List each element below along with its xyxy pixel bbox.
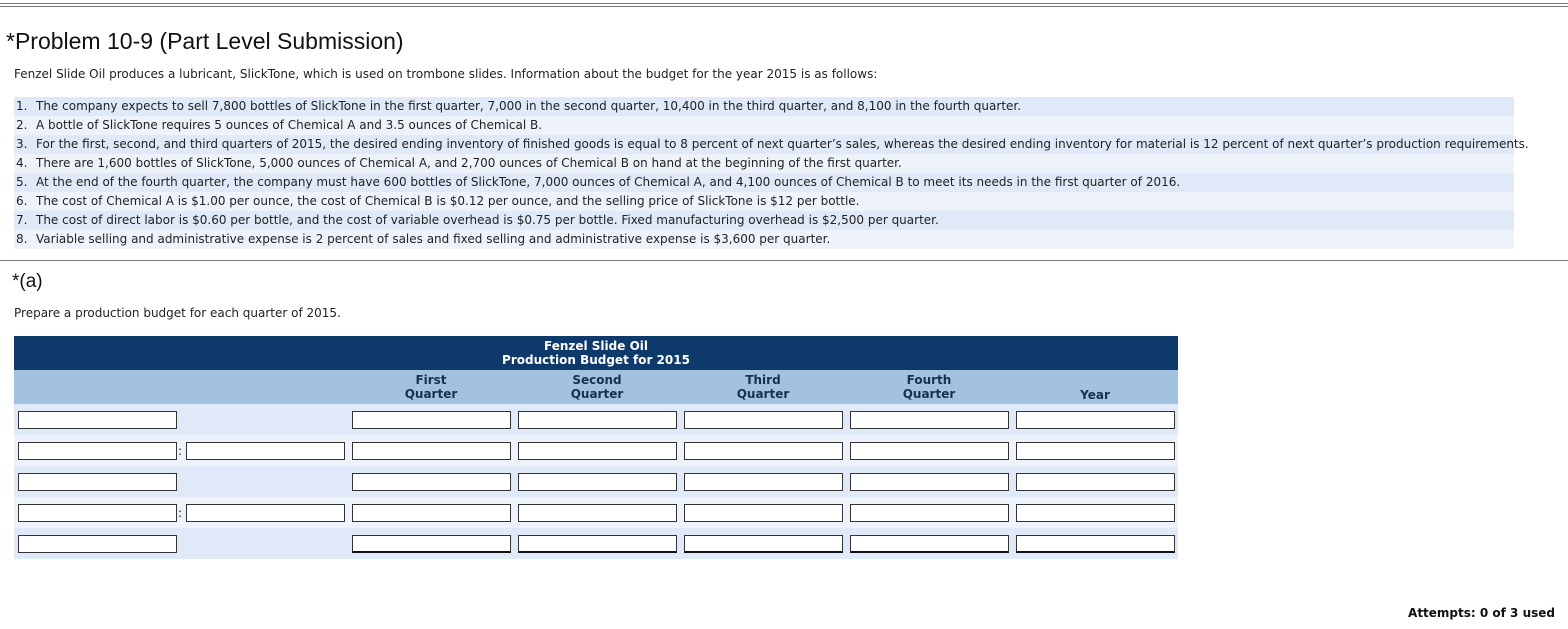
list-item: 5. At the end of the fourth quarter, the company must have 600 bottles of SlickTone, 7,000 ounces of Chemical A, and 4,100 ounces of Chemical B to meet its needs in the first quarter of 2016. [14, 173, 1514, 192]
budget-row [14, 404, 1178, 435]
list-item: 1. The company expects to sell 7,800 bottles of SlickTone in the first quarter, 7,000 in the second quarter, 10,400 in the third quarter, and 8,100 in the fourth quarter. [14, 97, 1514, 116]
fourth-quarter-field[interactable] [850, 473, 1009, 491]
list-item: 8. Variable selling and administrative expense is 2 percent of sales and fixed selling and administrative expense is $3,600 per quarter. [14, 230, 1514, 249]
fourth-quarter-field[interactable] [850, 411, 1009, 429]
column-header-row [14, 370, 1178, 404]
top-divider [0, 3, 1568, 7]
list-item: 3. For the first, second, and third quarters of 2015, the desired ending inventory of finished goods is equal to 8 percent of next quarter’s sales, whereas the desired ending inventory for material is 12 percent of next quarter’s production requirements. [14, 135, 1514, 154]
budget-header [14, 336, 1178, 370]
row-label-field[interactable] [18, 442, 177, 460]
column-header-second-quarter: Second Quarter [570, 373, 624, 401]
problem-intro: Fenzel Slide Oil produces a lubricant, SlickTone, which is used on trombone slides. Information about the budget for the year 2015 is as follows: [14, 67, 878, 81]
budget-row [14, 497, 1178, 528]
row-label-field[interactable] [18, 411, 177, 429]
first-quarter-field[interactable] [352, 411, 511, 429]
fourth-quarter-field[interactable] [850, 442, 1009, 460]
budget-row [14, 466, 1178, 497]
second-quarter-field[interactable] [518, 473, 677, 491]
colon-separator: : [178, 444, 183, 458]
fourth-quarter-field[interactable] [850, 504, 1009, 522]
part-instruction: Prepare a production budget for each quarter of 2015. [14, 306, 341, 320]
problem-info-list [14, 97, 1529, 249]
third-quarter-field[interactable] [684, 411, 843, 429]
column-header-year: Year [1080, 388, 1110, 402]
budget-row [14, 528, 1178, 559]
part-label: *(a) [12, 271, 43, 292]
row-sublabel-field[interactable] [186, 504, 345, 522]
colon-separator: : [178, 506, 183, 520]
section-divider [0, 260, 1568, 261]
list-item: 2. A bottle of SlickTone requires 5 ounces of Chemical A and 3.5 ounces of Chemical B. [14, 116, 1514, 135]
first-quarter-field[interactable] [352, 504, 511, 522]
fourth-quarter-field[interactable] [850, 535, 1009, 553]
year-field[interactable] [1016, 411, 1175, 429]
row-label-field[interactable] [18, 504, 177, 522]
year-field[interactable] [1016, 504, 1175, 522]
budget-company: Fenzel Slide Oil [543, 339, 648, 353]
second-quarter-field[interactable] [518, 442, 677, 460]
list-item: 4. There are 1,600 bottles of SlickTone, 5,000 ounces of Chemical A, and 2,700 ounces of Chemical B on hand at the beginning of the first quarter. [14, 154, 1514, 173]
list-item: 7. The cost of direct labor is $0.60 per bottle, and the cost of variable overhead is $0.75 per bottle. Fixed manufacturing overhead is $2,500 per quarter. [14, 211, 1514, 230]
column-header-first-quarter: First Quarter [404, 373, 458, 401]
column-header-third-quarter: Third Quarter [736, 373, 790, 401]
year-field[interactable] [1016, 442, 1175, 460]
first-quarter-field[interactable] [352, 473, 511, 491]
third-quarter-field[interactable] [684, 504, 843, 522]
budget-subtitle: Production Budget for 2015 [502, 353, 690, 367]
third-quarter-field[interactable] [684, 442, 843, 460]
attempts-counter: Attempts: 0 of 3 used [1408, 606, 1555, 620]
second-quarter-field[interactable] [518, 535, 677, 553]
second-quarter-field[interactable] [518, 504, 677, 522]
production-budget-table [14, 336, 1178, 562]
row-sublabel-field[interactable] [186, 442, 345, 460]
problem-title: *Problem 10-9 (Part Level Submission) [6, 28, 404, 54]
row-label-field[interactable] [18, 535, 177, 553]
first-quarter-field[interactable] [352, 535, 511, 553]
budget-row [14, 435, 1178, 466]
second-quarter-field[interactable] [518, 411, 677, 429]
first-quarter-field[interactable] [352, 442, 511, 460]
year-field[interactable] [1016, 473, 1175, 491]
row-label-field[interactable] [18, 473, 177, 491]
list-item: 6. The cost of Chemical A is $1.00 per ounce, the cost of Chemical B is $0.12 per ounce, and the selling price of SlickTone is $12 per bottle. [14, 192, 1514, 211]
column-header-fourth-quarter: Fourth Quarter [902, 373, 956, 401]
third-quarter-field[interactable] [684, 473, 843, 491]
year-field[interactable] [1016, 535, 1175, 553]
third-quarter-field[interactable] [684, 535, 843, 553]
